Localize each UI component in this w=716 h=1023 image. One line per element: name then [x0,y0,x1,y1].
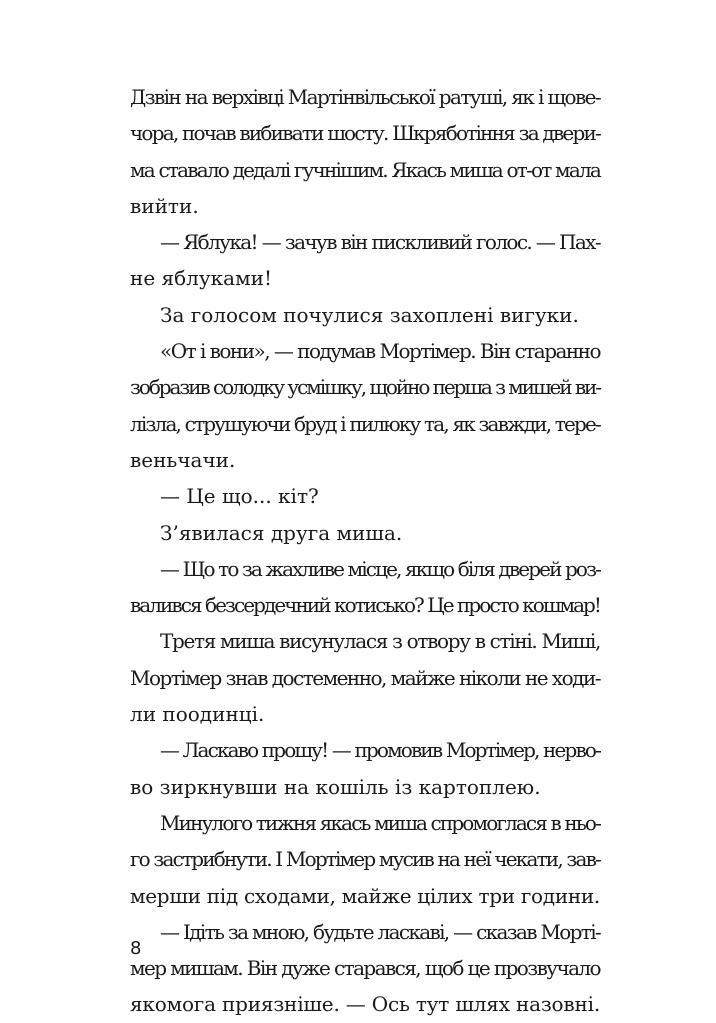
text-line: веньчачи. [130,447,236,472]
text-line: — Ідіть за мною, будьте ласкаві, — сказав Морті- [160,919,600,944]
text-line: чора, почав вибивати шосту. Шкряботіння за двери- [130,121,600,146]
text-line: Дзвін на верхівці Мартінвільської ратуші, як і щове- [130,85,600,109]
text-line: во зиркнувши на кошіль із картоплею. [130,774,541,799]
text-line: якомога приязніше. — Ось тут шлях назовні. [130,992,600,1017]
text-line: — Це що... кіт? [160,484,319,509]
text-line: — Що то за жахливе місце, якщо біля дверей роз- [160,556,601,581]
text-line: ли поодинці. [130,702,265,727]
page-number: 8 [130,938,142,959]
text-line: За голосом почулися захоплені вигуки. [160,302,579,327]
text-line: лізла, струшуючи бруд і пилюку та, як завжди, тере- [130,411,600,436]
text-line: вийти. [130,193,199,218]
text-line: З’явилася друга миша. [160,520,403,545]
text-line: мер мишам. Він дуже старався, щоб це прозвучало [130,956,600,981]
text-line: валився безсердечний котисько? Це просто кошмар! [130,593,600,618]
text-line: — Ласкаво прошу! — промовив Мортімер, нерво- [160,738,600,763]
text-line: «От і вони», — подумав Мортімер. Він старанно [160,339,600,364]
text-line: Мортімер знав достеменно, майже ніколи не ходи- [130,665,600,690]
text-line: зобразив солодку усмішку, щойно перша з мишей ви- [130,375,600,400]
text-line: — Яблука! — зачув він пискливий голос. — Пах- [160,230,600,255]
body-text [130,79,600,1023]
text-line: Третя миша висунулася з отвору в стіні. Миші, [160,629,600,654]
text-line: ма ставало дедалі гучнішим. Якась миша от-от мала [130,157,600,182]
text-line: мерши під сходами, майже цілих три години. [130,883,600,908]
text-line: Минулого тижня якась миша спромоглася в ньо- [160,810,600,835]
text-line: го застрибнути. І Мортімер мусив на неї чекати, зав- [130,847,600,872]
text-line: не яблуками! [130,266,273,291]
